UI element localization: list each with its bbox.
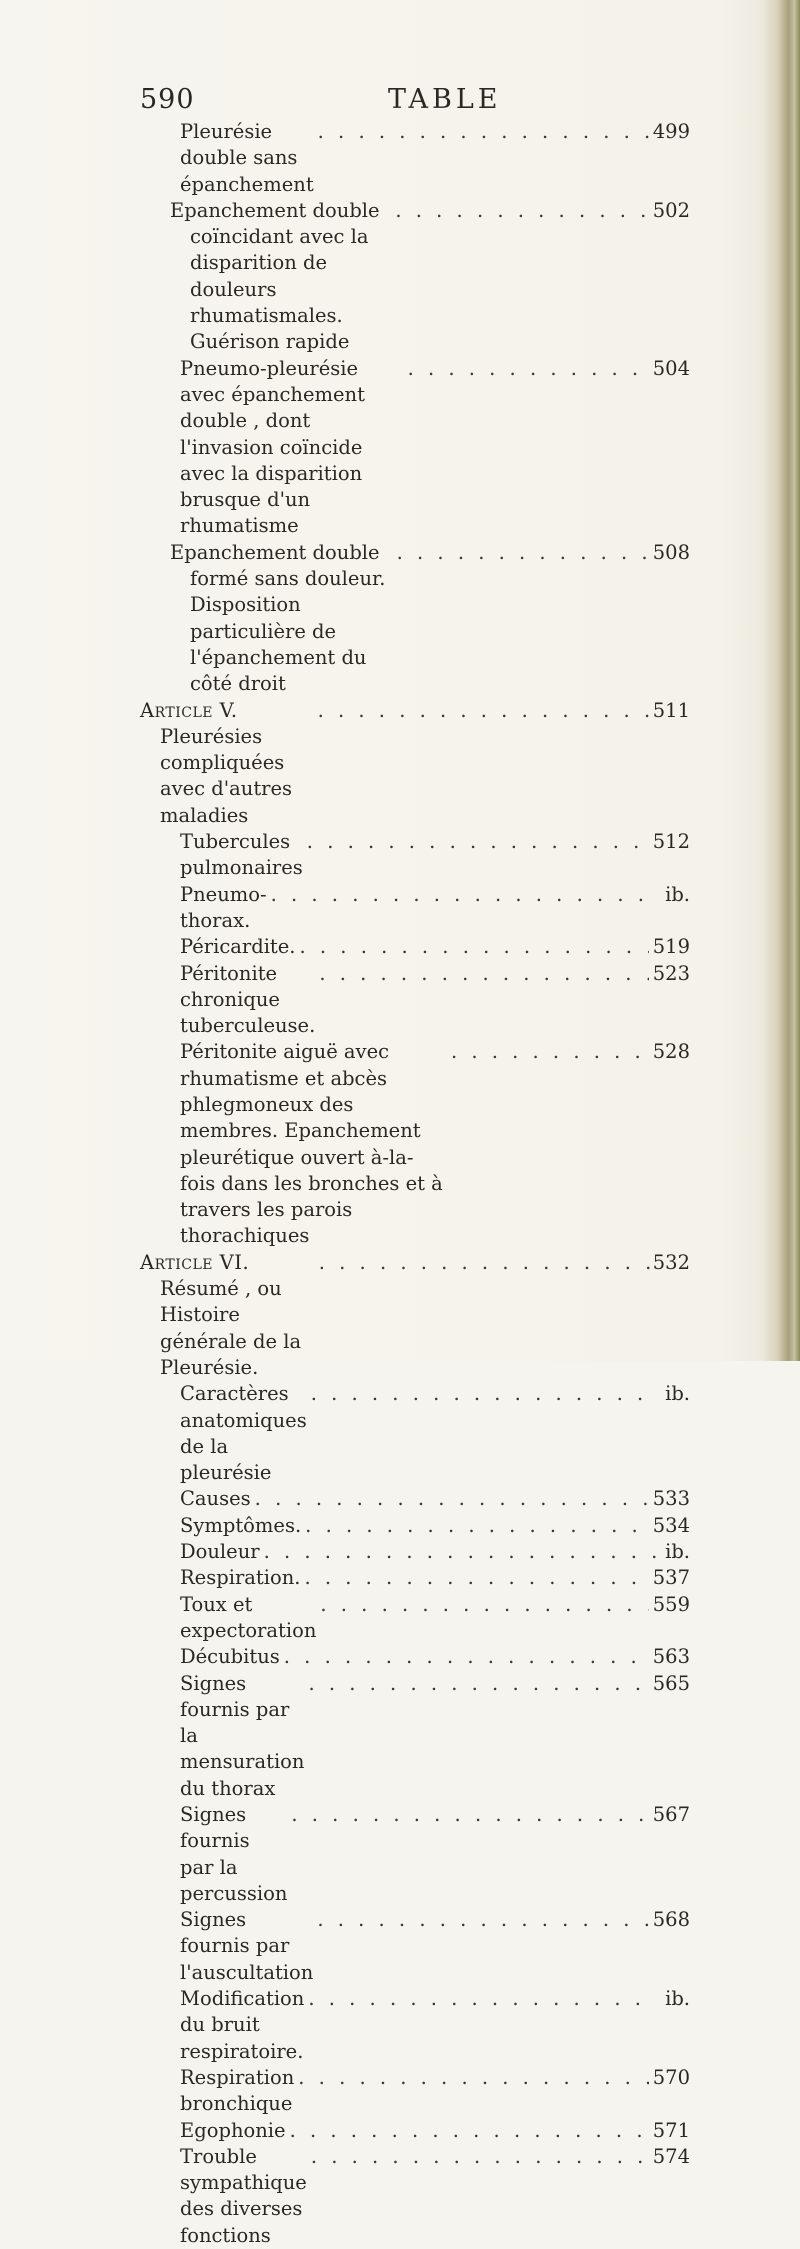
toc-page-number: 511: [652, 698, 690, 722]
page-number: 590: [140, 84, 195, 115]
toc-entry-text: Péritonite chronique tuberculeuse.: [180, 961, 316, 1038]
toc-entry-title: [180, 2144, 307, 2249]
article-label: Article V.: [140, 698, 238, 722]
toc-page-number: 528: [652, 1040, 690, 1064]
toc-page-number: 499: [652, 120, 690, 143]
article-label: Article VI.: [140, 1250, 250, 1274]
dot-leader: [300, 934, 649, 960]
toc-entry: [140, 829, 690, 882]
toc-entry-title: [170, 540, 392, 698]
dot-leader: [308, 1986, 656, 2012]
toc-entry-title: [180, 1592, 316, 1645]
toc-entry: [140, 1986, 690, 2065]
toc-entry: [140, 1039, 690, 1249]
table-of-contents: [140, 119, 690, 2249]
toc-entry: [140, 1592, 690, 1645]
dot-leader: [290, 2118, 649, 2144]
toc-entry: [140, 1565, 690, 1591]
toc-entry-text: Signes fournis par l'auscultation: [180, 1908, 314, 1984]
dot-leader: [255, 1486, 649, 1512]
dot-leader: [311, 1381, 656, 1407]
toc-page-number: 559: [652, 1592, 690, 1616]
toc-page-number: 568: [652, 1908, 690, 1932]
dot-leader: [408, 356, 649, 382]
toc-page-number: 504: [652, 356, 690, 380]
toc-page-number: ib.: [665, 882, 690, 906]
toc-entry: [140, 882, 690, 935]
dot-leader: [317, 698, 656, 724]
toc-entry: [140, 2065, 690, 2118]
toc-entry-title: [180, 1907, 313, 1986]
toc-entry-title: [180, 1644, 280, 1670]
toc-entry-text: Pleurésies compliquées avec d'autres maladies: [160, 724, 293, 827]
toc-entry-title: [180, 961, 315, 1040]
dot-leader: [298, 2065, 648, 2091]
toc-entry: [140, 1644, 690, 1670]
toc-entry-text: Egophonie: [180, 2118, 286, 2142]
toc-page-number: 570: [652, 2065, 690, 2089]
toc-entry-title: [180, 356, 404, 540]
toc-page-number: 537: [652, 1566, 690, 1590]
toc-entry-title: [180, 1513, 301, 1539]
toc-page-number: 502: [652, 198, 690, 222]
dot-leader: [305, 1513, 649, 1539]
toc-page-number: 512: [652, 830, 690, 854]
toc-entry-title: [180, 119, 314, 198]
toc-entry: [140, 2144, 690, 2249]
toc-entry-title: [180, 934, 296, 960]
toc-entry-title: [180, 1986, 304, 2065]
dot-leader: [319, 961, 648, 987]
toc-entry-text: Epanchement double formé sans douleur. Disposition particulière de l'épanchement du côté droit: [170, 540, 386, 696]
toc-entry-title: [180, 2118, 286, 2144]
toc-entry: [140, 198, 690, 356]
toc-entry-title: [180, 1802, 287, 1907]
toc-entry-title: [140, 1250, 314, 1381]
toc-entry: [140, 1802, 690, 1907]
dot-leader: [318, 119, 649, 145]
page-edge-shadow: [762, 0, 800, 1361]
toc-entry: [140, 1250, 690, 1381]
toc-entry-text: Signes fournis par la mensuration du thorax: [180, 1671, 305, 1800]
toc-entry-title: [140, 698, 313, 829]
toc-entry: [140, 934, 690, 960]
toc-page-number: 563: [652, 1645, 690, 1669]
toc-entry-text: Pleurésie double sans épanchement: [180, 120, 314, 196]
dot-leader: [320, 1592, 648, 1618]
dot-leader: [307, 829, 649, 855]
toc-page-number: 534: [652, 1513, 690, 1537]
toc-page-number: 508: [652, 540, 690, 564]
toc-entry: [140, 1671, 690, 1802]
toc-entry-title: [180, 1565, 300, 1591]
toc-entry-text: Caractères anatomiques de la pleurésie: [180, 1382, 307, 1485]
toc-entry-text: Causes: [180, 1487, 251, 1511]
toc-page-number: 574: [652, 2144, 690, 2168]
toc-entry: [140, 540, 690, 698]
toc-page-number: 567: [652, 1803, 690, 1826]
dot-leader: [284, 1644, 649, 1670]
toc-entry: [140, 1381, 690, 1486]
toc-entry-title: [180, 829, 303, 882]
toc-entry-text: Péritonite aiguë avec rhumatisme et abcès phlegmoneux des membres. Epanchement pleurétique ouvert à-la-fois dans les bronches et à travers les parois thorachiques: [180, 1040, 443, 1248]
toc-entry-text: Décubitus: [180, 1645, 280, 1669]
dot-leader: [396, 540, 656, 566]
toc-entry: [140, 961, 690, 1040]
dot-leader: [395, 198, 656, 224]
toc-entry-title: [180, 882, 267, 935]
toc-entry-title: [180, 1539, 260, 1565]
toc-entry: [140, 1539, 690, 1565]
toc-entry-text: Pneumo-pleurésie avec épanchement double , dont l'invasion coïncide avec la disparition brusque d'un rhumatisme: [180, 356, 365, 538]
dot-leader: [264, 1539, 656, 1565]
toc-page-number: ib.: [665, 1540, 690, 1564]
running-head: TABLE: [388, 84, 502, 115]
toc-entry-text: Epanchement double coïncidant avec la disparition de douleurs rhumatismales. Guérison rapide: [170, 198, 380, 354]
toc-entry-title: [180, 1039, 447, 1249]
toc-entry-text: Tubercules pulmonaires: [180, 830, 303, 880]
toc-entry-title: [180, 2065, 294, 2118]
toc-entry-text: Pneumo-thorax.: [180, 882, 267, 932]
dot-leader: [308, 1671, 648, 1697]
toc-page-number: 571: [652, 2118, 690, 2142]
toc-entry-title: [180, 1381, 307, 1486]
toc-entry: [140, 698, 690, 829]
dot-leader: [291, 1802, 648, 1828]
toc-entry-title: [170, 198, 391, 356]
toc-entry-title: [180, 1671, 304, 1802]
page-header: [140, 84, 700, 124]
toc-entry: [140, 119, 690, 198]
toc-entry: [140, 2118, 690, 2144]
dot-leader: [304, 1565, 648, 1591]
toc-entry-text: Résumé , ou Histoire générale de la Pleurésie.: [160, 1277, 302, 1379]
dot-leader: [451, 1039, 649, 1065]
toc-entry-text: Respiration bronchique: [180, 2065, 295, 2116]
toc-entry: [140, 356, 690, 540]
toc-entry-text: Symptômes.: [180, 1513, 302, 1537]
toc-entry-text: Douleur: [180, 1540, 260, 1564]
toc-page-number: 565: [652, 1671, 690, 1695]
toc-entry-text: Modification du bruit respiratoire.: [180, 1987, 305, 2063]
toc-entry-text: Respiration.: [180, 1566, 301, 1590]
toc-entry-text: Toux et expectoration: [180, 1592, 317, 1642]
dot-leader: [311, 2144, 649, 2170]
toc-page-number: 519: [652, 935, 690, 959]
toc-entry-text: Péricardite.: [180, 935, 296, 959]
toc-entry: [140, 1513, 690, 1539]
toc-page-number: ib.: [665, 1382, 690, 1406]
toc-page-number: ib.: [665, 1987, 690, 2011]
toc-entry: [140, 1486, 690, 1512]
toc-page-number: 532: [652, 1250, 690, 1274]
toc-entry-text: Trouble sympathique des diverses fonctions: [180, 2144, 307, 2247]
dot-leader: [318, 1250, 656, 1276]
toc-entry: [140, 1907, 690, 1986]
dot-leader: [317, 1907, 648, 1933]
toc-page-number: 523: [652, 961, 690, 985]
dot-leader: [271, 882, 656, 908]
toc-entry-text: Signes fournis par la percussion: [180, 1803, 288, 1905]
toc-page-number: 533: [652, 1487, 690, 1511]
toc-entry-title: [180, 1486, 251, 1512]
